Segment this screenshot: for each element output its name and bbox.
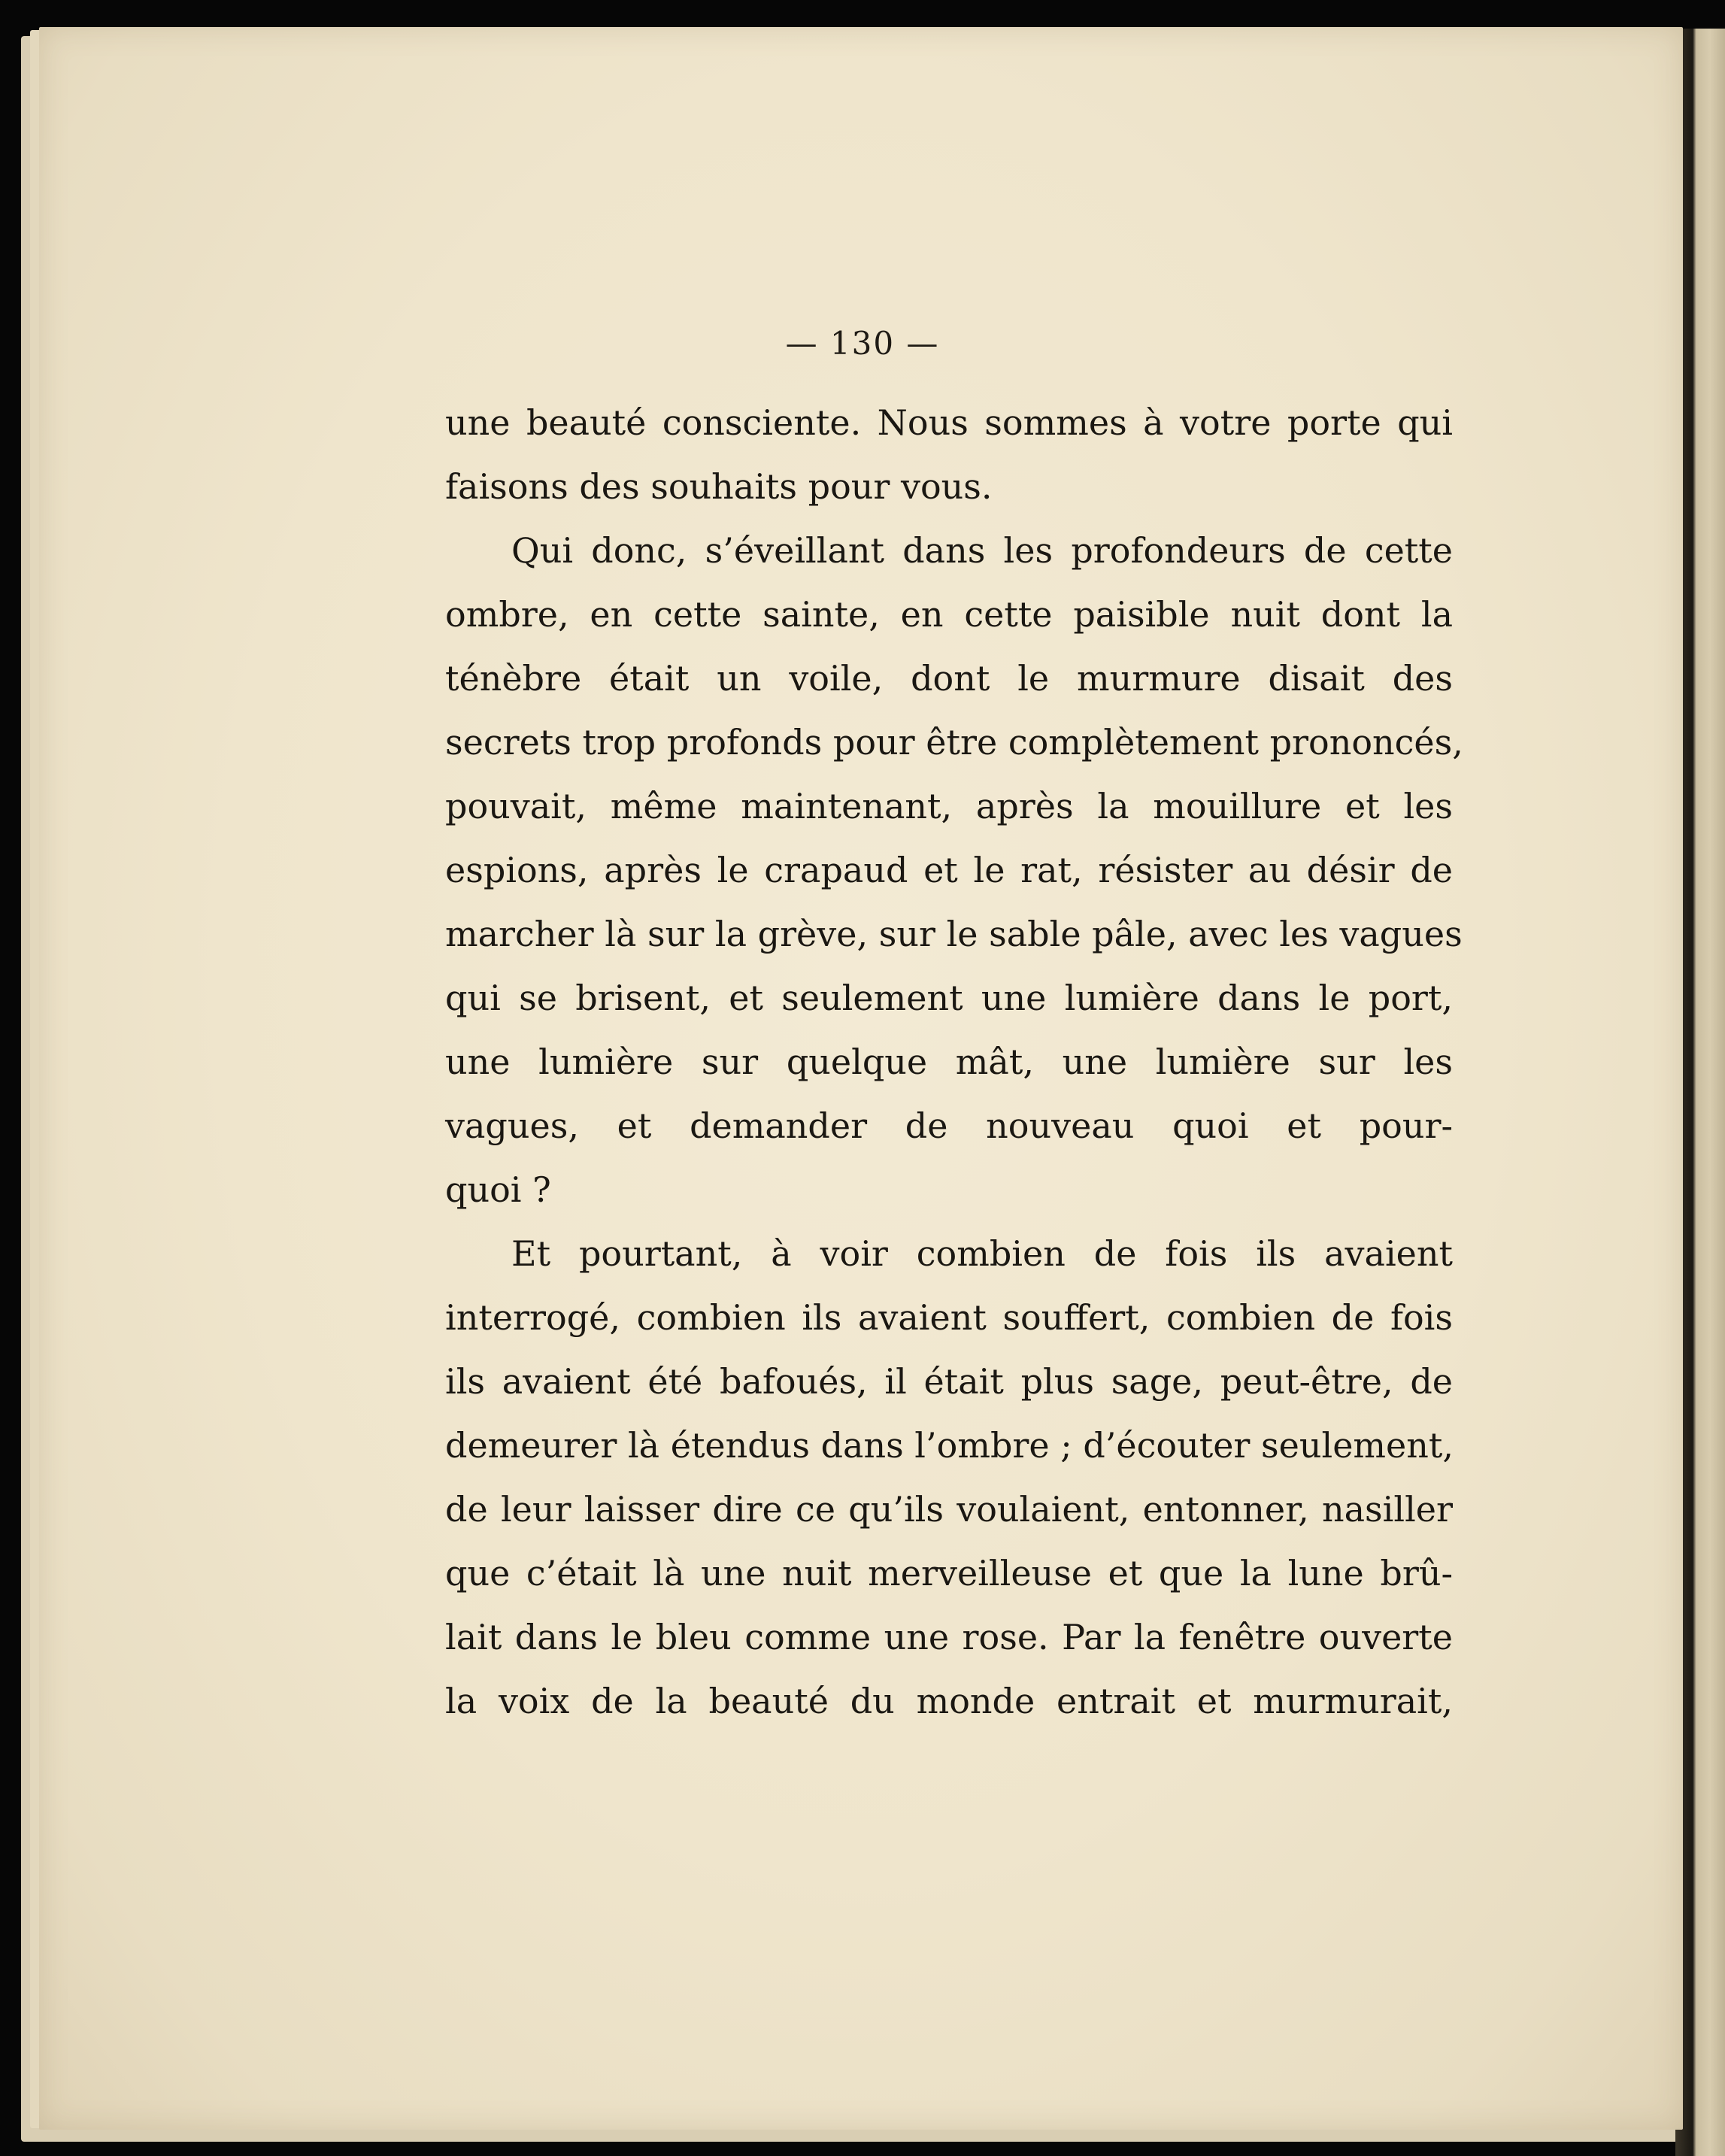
page-number: — 130 — (785, 325, 940, 362)
text-line: ténèbre était un voile, dont le murmure disait des (445, 658, 1453, 699)
text-line: secrets trop profonds pour être complètement prononcés, (445, 722, 1463, 763)
text-line: demeurer là étendus dans l’ombre ; d’écouter seulement, (445, 1425, 1454, 1466)
text-line: pouvait, même maintenant, après la mouillure et les (445, 786, 1453, 826)
text-line: lait dans le bleu comme une rose. Par la fenêtre ouverte (445, 1617, 1453, 1657)
text-line: quoi ? (445, 1169, 551, 1210)
text-line: qui se brisent, et seulement une lumière dans le port, (445, 978, 1453, 1018)
text-line: une lumière sur quelque mât, une lumière sur les (445, 1042, 1453, 1082)
text-line: espions, après le crapaud et le rat, résister au désir de (445, 850, 1453, 890)
text-line: que c’était là une nuit merveilleuse et que la lune brû- (445, 1553, 1453, 1593)
text-line: faisons des souhaits pour vous. (445, 466, 993, 507)
text-line: interrogé, combien ils avaient souffert, combien de fois (445, 1297, 1453, 1338)
text-line: la voix de la beauté du monde entrait et murmurait, (445, 1681, 1453, 1721)
text-line: vagues, et demander de nouveau quoi et pour- (445, 1105, 1453, 1146)
text-line: de leur laisser dire ce qu’ils voulaient, entonner, nasiller (445, 1489, 1453, 1530)
body-text (445, 391, 1463, 1733)
text-line: marcher là sur la grève, sur le sable pâle, avec les vagues (445, 914, 1463, 954)
text-line: une beauté consciente. Nous sommes à votre porte qui (445, 402, 1453, 443)
text-line: ombre, en cette sainte, en cette paisible nuit dont la (445, 594, 1453, 635)
text-line: Qui donc, s’éveillant dans les profondeurs de cette (511, 530, 1453, 571)
text-line: ils avaient été bafoués, il était plus sage, peut-être, de (445, 1361, 1453, 1402)
text-line: Et pourtant, à voir combien de fois ils avaient (511, 1233, 1453, 1274)
